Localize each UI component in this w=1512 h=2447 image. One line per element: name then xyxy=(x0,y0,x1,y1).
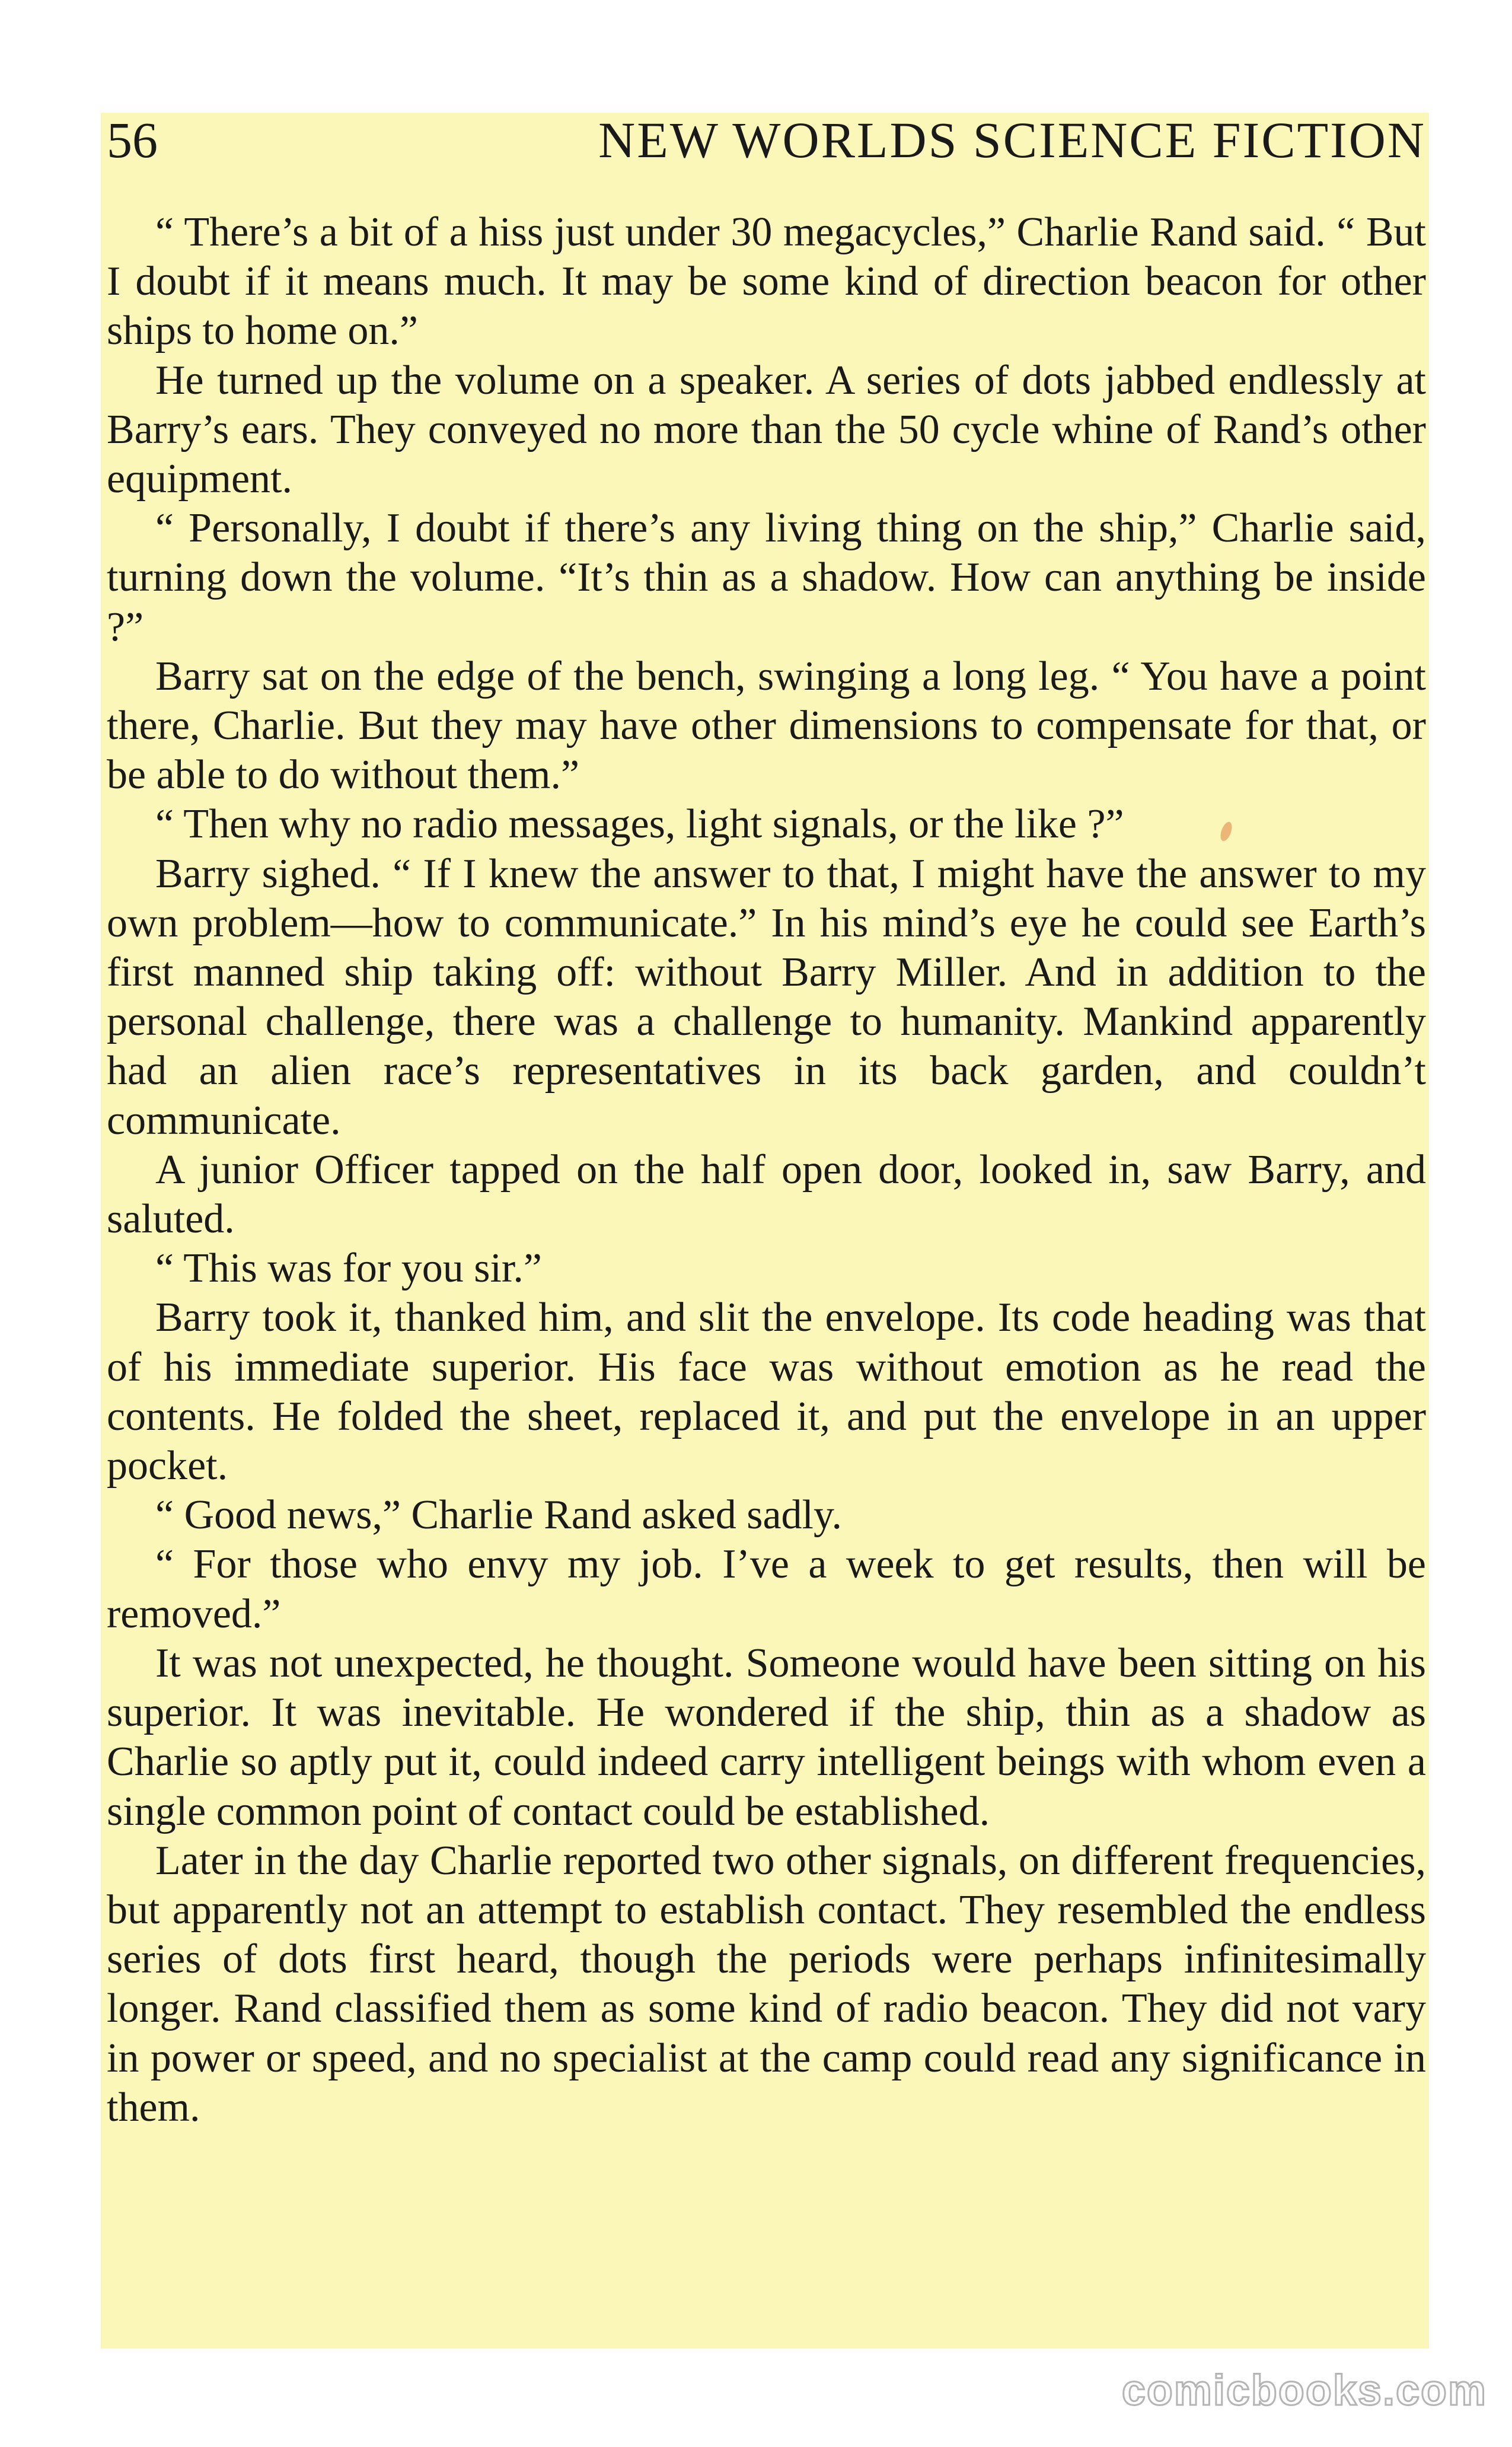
watermark-logo: comicbooks.com xyxy=(1121,2367,1487,2414)
page-header xyxy=(107,110,1426,168)
paragraph: Barry took it, thanked him, and slit the envelope. Its code heading was that of his immediate superior. His face was without emotion as he read the contents. He folded the sheet, replaced it, and put the envelope in an upper pocket. xyxy=(107,1295,1426,1489)
paragraph: “ Good news,” Charlie Rand asked sadly. xyxy=(155,1492,842,1538)
paragraph: It was not unexpected, he thought. Someone would have been sitting on his superior. It was inevitable. He wondered if the ship, thin as a shadow as Charlie so aptly put it, could indeed carry intelligent beings with whom even a single common point of contact could be established. xyxy=(107,1640,1426,1834)
paragraph: “ Then why no radio messages, light signals, or the like ?” xyxy=(155,801,1124,847)
paragraph: Barry sat on the edge of the bench, swinging a long leg. “ You have a point there, Charlie. But they may have other dimensions to compensate for that, or be able to do without them.” xyxy=(107,653,1426,798)
page-number: 56 xyxy=(107,111,158,168)
paragraph: Later in the day Charlie reported two other signals, on different frequencies, but apparently not an attempt to establish contact. They resembled the endless series of dots first heard, though the periods were perhaps infinitesimally longer. Rand classified them as some kind of radio beacon. They did not vary in power or speed, and no specialist at the camp could read any significance in them. xyxy=(107,1837,1426,2130)
story-body xyxy=(107,208,1426,2132)
paragraph: Barry sighed. “ If I knew the answer to that, I might have the answer to my own problem—how to communicate.” In his mind’s eye he could see Earth’s first manned ship taking off: without Barry Miller. And in addition to the personal challenge, there was a challenge to humanity. Mankind apparently had an alien race’s representatives in its back garden, and couldn’t communicate. xyxy=(107,850,1426,1143)
paragraph: A junior Officer tapped on the half open door, looked in, saw Barry, and saluted. xyxy=(107,1146,1426,1242)
paragraph: “ There’s a bit of a hiss just under 30 megacycles,” Charlie Rand said. “ But I doubt if it means much. It may be some kind of direction beacon for other ships to home on.” xyxy=(107,209,1426,354)
paragraph: “ Personally, I doubt if there’s any living thing on the ship,” Charlie said, turning down the volume. “It’s thin as a shadow. How can anything be inside ?” xyxy=(107,505,1426,650)
paragraph: “ For those who envy my job. I’ve a week to get results, then will be removed.” xyxy=(107,1541,1426,1637)
paragraph: He turned up the volume on a speaker. A series of dots jabbed endlessly at Barry’s ears. They conveyed no more than the 50 cycle whine of Rand’s other equipment. xyxy=(107,357,1426,502)
paragraph: “ This was for you sir.” xyxy=(155,1245,542,1292)
running-title: NEW WORLDS SCIENCE FICTION xyxy=(598,111,1426,168)
